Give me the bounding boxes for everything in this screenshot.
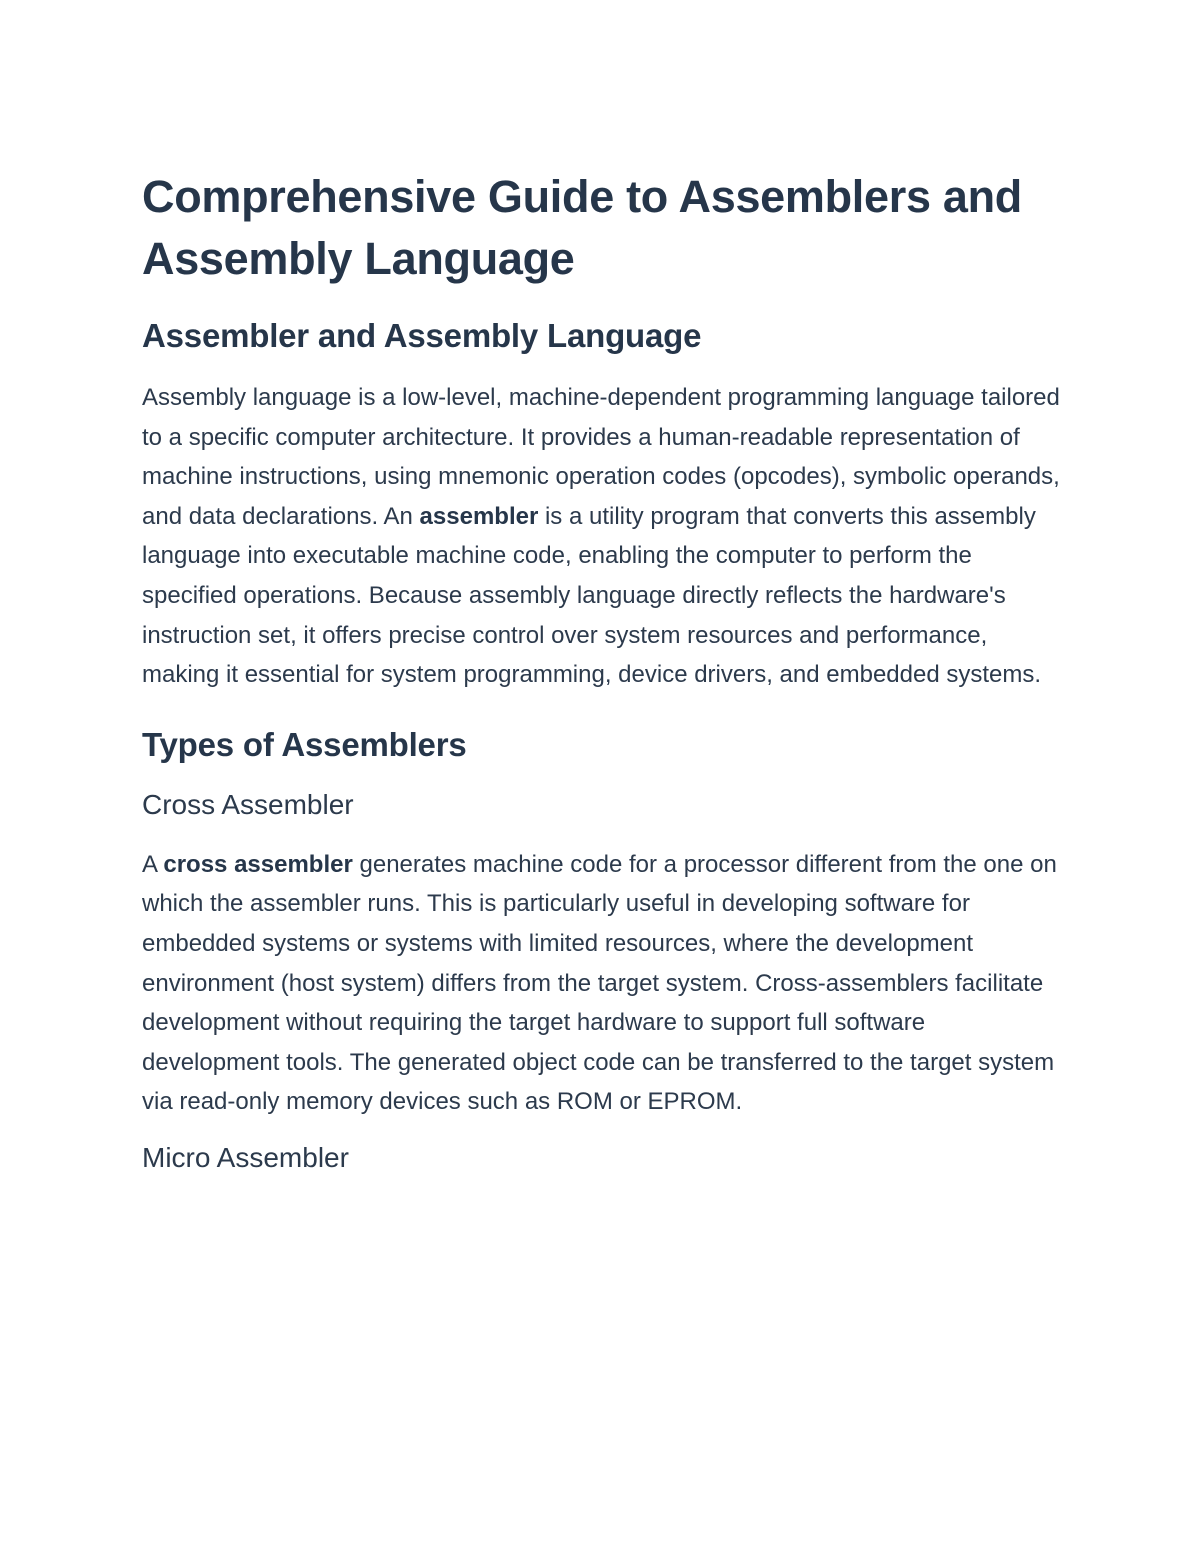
bold-term-cross-assembler: cross assembler — [163, 850, 353, 878]
subheading-cross-assembler: Cross Assembler — [142, 788, 354, 820]
section-heading-types: Types of Assemblers — [142, 725, 467, 763]
section-heading-assembler: Assembler and Assembly Language — [142, 317, 702, 354]
paragraph-text: A — [142, 850, 164, 878]
assembly-language-paragraph — [142, 378, 1062, 695]
cross-assembler-paragraph — [142, 845, 1062, 1122]
bold-term-assembler: assembler — [419, 502, 539, 530]
paragraph-text: is a utility program that converts this assembly language into executable machine code, enabling the computer to perform the specified operations. Because assembly language directly reflects the hardware's instruction set, it offers precise control over system resources and performance, making it essential for system programming, device drivers, and embedded systems. — [142, 502, 1042, 689]
paragraph-text: Assembly language is a low-level, machine-dependent programming language tailored to a specific computer architecture. It provides a human-readable representation of machine instructions, using mnemonic operation codes (opcodes), symbolic operands, and data declarations. An — [142, 384, 1060, 530]
subheading-micro-assembler: Micro Assembler — [142, 1141, 349, 1173]
document-title: Comprehensive Guide to Assemblers and Assembly Language — [142, 171, 1022, 284]
paragraph-text: generates machine code for a processor different from the one on which the assembler runs. This is particularly useful in developing software for embedded systems or systems with limited resources, where the development environment (host system) differs from the target system. Cross-assemblers facilitate development without requiring the target hardware to support full software development tools. The generated object code can be transferred to the target system via read-only memory devices such as ROM or EPROM. — [142, 850, 1057, 1116]
document-page — [142, 166, 1062, 1176]
